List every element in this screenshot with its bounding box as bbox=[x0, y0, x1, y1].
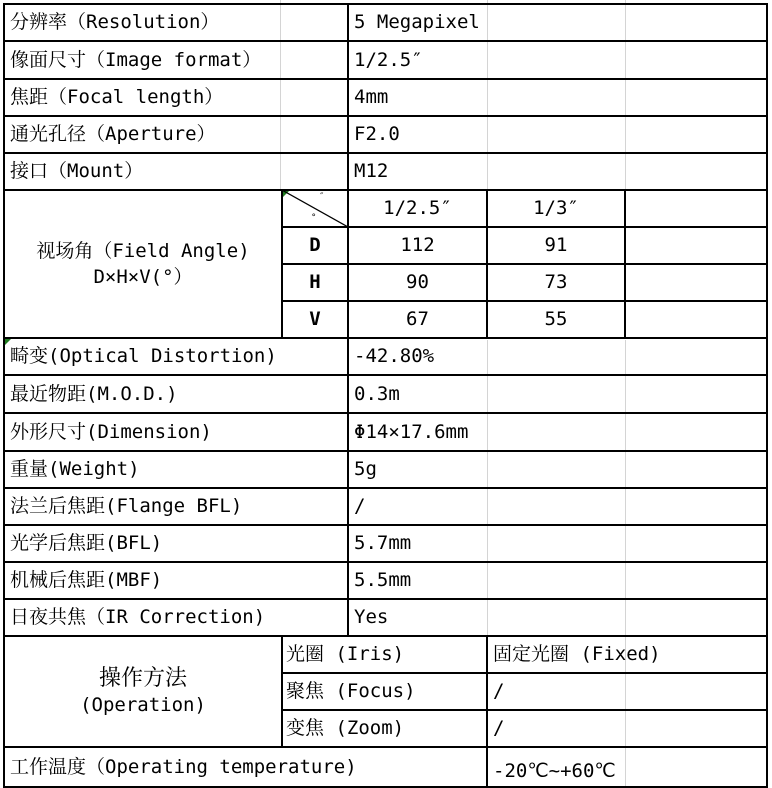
field-angle-header: 1/3″ bbox=[533, 197, 579, 219]
field-angle-value: 55 bbox=[544, 308, 568, 330]
field-angle-header: 1/2.5″ bbox=[383, 197, 452, 219]
operation-value: 固定光圈 (Fixed) bbox=[493, 643, 661, 665]
border-line bbox=[282, 709, 767, 711]
operation-item: 变焦 (Zoom) bbox=[286, 717, 405, 739]
border-line bbox=[281, 636, 283, 747]
spec-label: 日夜共焦（IR Correction) bbox=[10, 606, 266, 628]
diag-top-mark: ″ bbox=[319, 192, 325, 202]
spec-value: 0.3m bbox=[354, 382, 400, 405]
spec-label: 畸变(Optical Distortion) bbox=[10, 345, 277, 367]
border-line bbox=[282, 672, 767, 674]
field-angle-value bbox=[625, 264, 766, 301]
border-line bbox=[4, 3, 767, 5]
border-line bbox=[4, 152, 767, 154]
operation-label-line2: (Operation) bbox=[80, 693, 206, 716]
border-line bbox=[766, 3, 768, 788]
border-line bbox=[347, 338, 349, 636]
field-angle-value: 91 bbox=[544, 234, 568, 256]
border-line bbox=[624, 190, 626, 338]
spec-value: M12 bbox=[354, 160, 389, 182]
spec-label: 机械后焦距(MBF) bbox=[10, 569, 163, 591]
field-angle-label-line1: 视场角（Field Angle) bbox=[36, 240, 250, 262]
operation-item: 光圈 (Iris) bbox=[286, 643, 405, 665]
border-line bbox=[4, 598, 767, 600]
spec-label: 通光孔径（Aperture） bbox=[10, 123, 216, 145]
field-angle-key: V bbox=[309, 308, 321, 330]
border-line bbox=[486, 636, 488, 788]
spec-value: / bbox=[354, 495, 366, 517]
diag-bottom-mark: ° bbox=[311, 213, 317, 223]
spec-label: 分辨率（Resolution） bbox=[10, 11, 220, 33]
field-angle-key: H bbox=[309, 271, 321, 293]
border-line bbox=[282, 300, 767, 302]
field-angle-value bbox=[625, 301, 766, 338]
border-line bbox=[4, 78, 767, 80]
spec-label: 工作温度（Operating temperature) bbox=[10, 756, 357, 778]
border-line bbox=[4, 561, 767, 563]
spec-value: 5.5mm bbox=[354, 569, 412, 591]
border-line bbox=[486, 190, 488, 338]
spec-label: 法兰后焦距(Flange BFL) bbox=[10, 495, 243, 517]
spec-value: 1/2.5″ bbox=[354, 48, 423, 71]
border-line bbox=[347, 190, 349, 338]
operation-item: 聚焦 (Focus) bbox=[286, 680, 416, 702]
border-line bbox=[281, 190, 283, 338]
border-line bbox=[347, 3, 349, 190]
spec-value: 5.7mm bbox=[354, 532, 412, 554]
spec-label: 最近物距(M.O.D.) bbox=[10, 382, 178, 405]
border-line bbox=[282, 263, 767, 265]
border-line bbox=[4, 524, 767, 526]
border-line bbox=[4, 40, 767, 42]
spec-value: 5 Megapixel bbox=[354, 11, 480, 33]
operation-value: / bbox=[493, 717, 505, 739]
spec-label: 焦距（Focal length） bbox=[10, 86, 224, 108]
spec-label: 光学后焦距(BFL) bbox=[10, 532, 163, 554]
border-line bbox=[3, 3, 5, 788]
spec-label: 重量(Weight) bbox=[10, 458, 140, 480]
field-angle-label bbox=[4, 190, 282, 338]
border-line bbox=[4, 115, 767, 117]
spec-value: F2.0 bbox=[354, 123, 400, 145]
field-angle-value: 67 bbox=[406, 308, 429, 330]
field-angle-label-line2: D×H×V(°） bbox=[93, 266, 193, 288]
spec-label: 接口（Mount） bbox=[10, 160, 144, 182]
border-line bbox=[4, 412, 767, 414]
field-angle-value bbox=[625, 227, 766, 264]
field-angle-key: D bbox=[309, 234, 321, 256]
spec-value: 5g bbox=[354, 458, 377, 480]
border-line bbox=[4, 487, 767, 489]
operation-label bbox=[4, 636, 282, 747]
border-line bbox=[4, 746, 767, 748]
field-angle-value: 73 bbox=[544, 271, 568, 293]
spec-label: 外形尺寸(Dimension) bbox=[10, 420, 212, 443]
border-line bbox=[4, 374, 767, 376]
spec-value: Yes bbox=[354, 606, 389, 628]
operation-label-line1: 操作方法 bbox=[98, 665, 187, 691]
field-angle-header bbox=[625, 190, 766, 227]
border-line bbox=[4, 189, 767, 191]
border-line bbox=[4, 450, 767, 452]
operation-value: / bbox=[493, 680, 505, 702]
border-line bbox=[4, 337, 767, 339]
spec-value: -20℃~+60℃ bbox=[493, 760, 616, 782]
field-angle-value: 112 bbox=[400, 234, 435, 256]
field-angle-value: 90 bbox=[406, 271, 429, 293]
spec-value: 4mm bbox=[354, 86, 389, 108]
border-line bbox=[282, 226, 767, 228]
spec-value: Φ14×17.6mm bbox=[354, 420, 469, 443]
border-line bbox=[4, 635, 767, 637]
spec-label: 像面尺寸（Image format） bbox=[10, 48, 262, 71]
spec-value: -42.80% bbox=[354, 345, 435, 367]
